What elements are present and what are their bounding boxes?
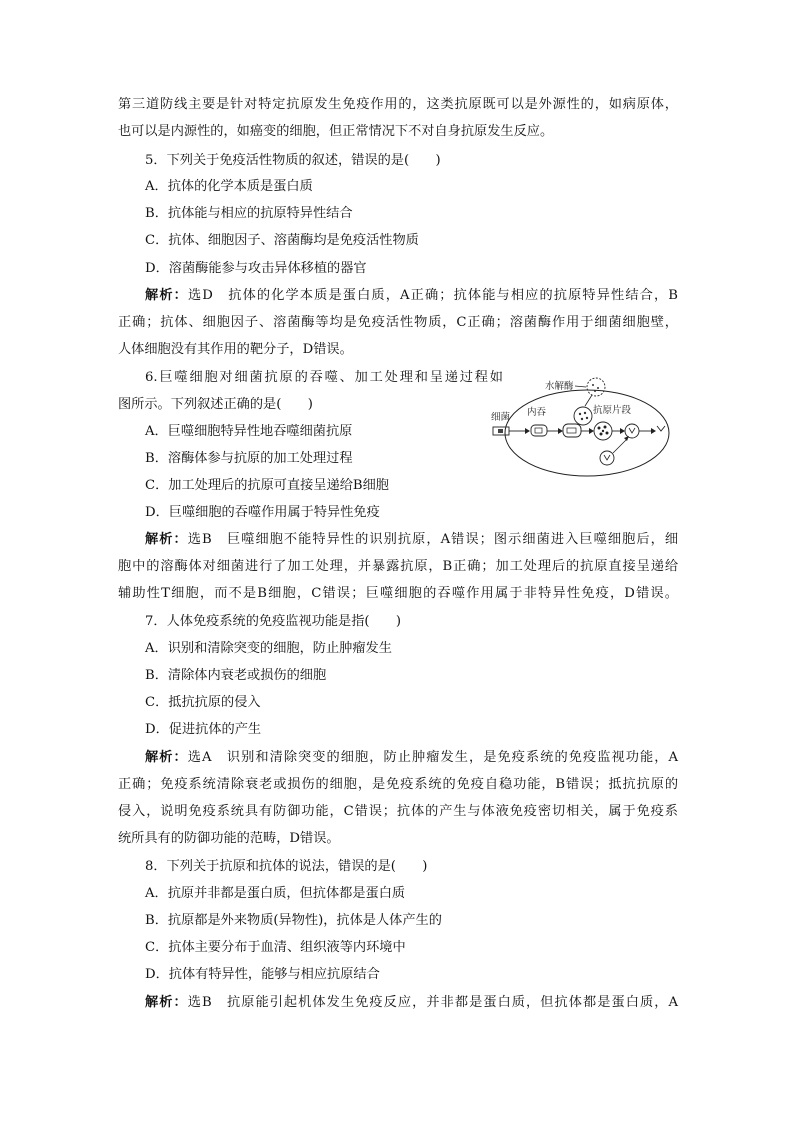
intro-line-2: 也可以是内源性的，如癌变的细胞，但正常情况下不对自身抗原发生反应。: [118, 124, 554, 139]
enzyme-vesicle: [587, 378, 605, 396]
question-5-analysis-line-3: 人体细胞没有其作用的靶分子，D错误。: [118, 342, 353, 357]
analysis-label: 解析：: [145, 532, 188, 547]
question-6-stem-line-1: 6.巨噬细胞对细菌抗原的吞噬、加工处理和呈递过程如: [145, 370, 503, 385]
question-6-analysis-line-3: 辅助性T细胞，而不是B细胞，C错误；巨噬细胞的吞噬作用属于非特异性免疫，D错误。: [118, 586, 678, 601]
question-7-analysis-line-4: 统所具有的防御功能的范畴，D错误。: [118, 831, 340, 846]
surface-antigen: [657, 426, 665, 431]
question-5-option-a: A．抗体的化学本质是蛋白质: [145, 179, 313, 194]
macrophage-diagram: [487, 367, 673, 479]
question-7-analysis-line-2: 正确；免疫系统清除衰老或损伤的细胞，是免疫系统的免疫自稳功能，B错误；抵抗抗原的: [118, 777, 678, 792]
analysis-label: 解析：: [145, 995, 188, 1010]
question-7-analysis-line-3: 侵入，说明免疫系统具有防御功能，C错误；抗体的产生与体液免疫密切相关，属于免疫系: [118, 804, 678, 819]
question-7-option-a: A．识别和清除突变的细胞，防止肿瘤发生: [145, 641, 392, 656]
analysis-label: 解析：: [145, 288, 188, 303]
question-6-option-a: A．巨噬细胞特异性地吞噬细菌抗原: [145, 424, 353, 439]
mhc-vesicle: [625, 424, 639, 438]
label-antigen-fragment: 抗原片段: [593, 405, 632, 416]
question-5-option-c: C．抗体、细胞因子、溶菌酶均是免疫活性物质: [145, 233, 419, 248]
question-8-option-c: C．抗体主要分布于血清、组织液等内环境中: [145, 940, 406, 955]
question-6-option-c: C．加工处理后的抗原可直接呈递给B细胞: [145, 478, 389, 493]
question-8-option-b: B．抗原都是外来物质(异物性)，抗体是人体产生的: [145, 913, 442, 928]
phagolysosome: [563, 424, 581, 437]
question-8-stem: 8．下列关于抗原和抗体的说法，错误的是( ): [145, 859, 428, 874]
question-5-stem: 5．下列关于免疫活性物质的叙述，错误的是( ): [145, 153, 441, 168]
mhc-source-vesicle: [600, 451, 614, 465]
question-8-analysis-line-1: 解析：选B 抗原能引起机体发生免疫反应，并非都是蛋白质，但抗体都是蛋白质，A: [145, 995, 679, 1010]
question-6-analysis-line-2: 胞中的溶酶体对细菌进行了加工处理，并暴露抗原，B正确；加工处理后的抗原直接呈递给: [118, 559, 678, 574]
phagosome: [531, 425, 547, 436]
question-7-stem: 7．人体免疫系统的免疫监视功能是指( ): [145, 614, 402, 629]
question-5-analysis-line-2: 正确；抗体、细胞因子、溶菌酶等均是免疫活性物质，C正确；溶菌酶作用于细菌细胞壁，: [118, 315, 678, 330]
question-6-analysis-line-1: 解析：选B 巨噬细胞不能特异性的识别抗原，A错误；图示细菌进入巨噬细胞后，细: [145, 532, 679, 547]
question-7-option-b: B．清除体内衰老或损伤的细胞: [145, 668, 327, 683]
question-6-stem-line-2: 图所示。下列叙述正确的是( ): [118, 397, 313, 412]
label-bacteria: 细菌: [491, 412, 511, 423]
question-8-option-d: D．抗体有特异性，能够与相应抗原结合: [145, 967, 380, 982]
question-7-analysis-line-1: 解析：选A 识别和清除突变的细胞，防止肿瘤发生，是免疫系统的免疫监视功能，A: [145, 750, 679, 765]
analysis-label: 解析：: [145, 750, 188, 765]
lysosome: [574, 407, 592, 425]
question-5-option-b: B．抗体能与相应的抗原特异性结合: [145, 206, 353, 221]
question-5-analysis-line-1: 解析：选D 抗体的化学本质是蛋白质，A正确；抗体能与相应的抗原特异性结合，B: [145, 288, 679, 303]
question-6-option-b: B．溶酶体参与抗原的加工处理过程: [145, 451, 353, 466]
question-7-option-c: C．抵抗抗原的侵入: [145, 695, 261, 710]
question-5-option-d: D．溶菌酶能参与攻击异体移植的器官: [145, 261, 367, 276]
question-6-option-d: D．巨噬细胞的吞噬作用属于特异性免疫: [145, 505, 380, 520]
label-enzyme: 水解酶: [545, 381, 574, 392]
label-endocytosis: 内吞: [527, 407, 547, 418]
question-8-option-a: A．抗原并非都是蛋白质，但抗体都是蛋白质: [145, 886, 406, 901]
question-7-option-d: D．促进抗体的产生: [145, 722, 262, 737]
intro-line-1: 第三道防线主要是针对特定抗原发生免疫作用的，这类抗原既可以是外源性的，如病原体，: [118, 97, 678, 112]
